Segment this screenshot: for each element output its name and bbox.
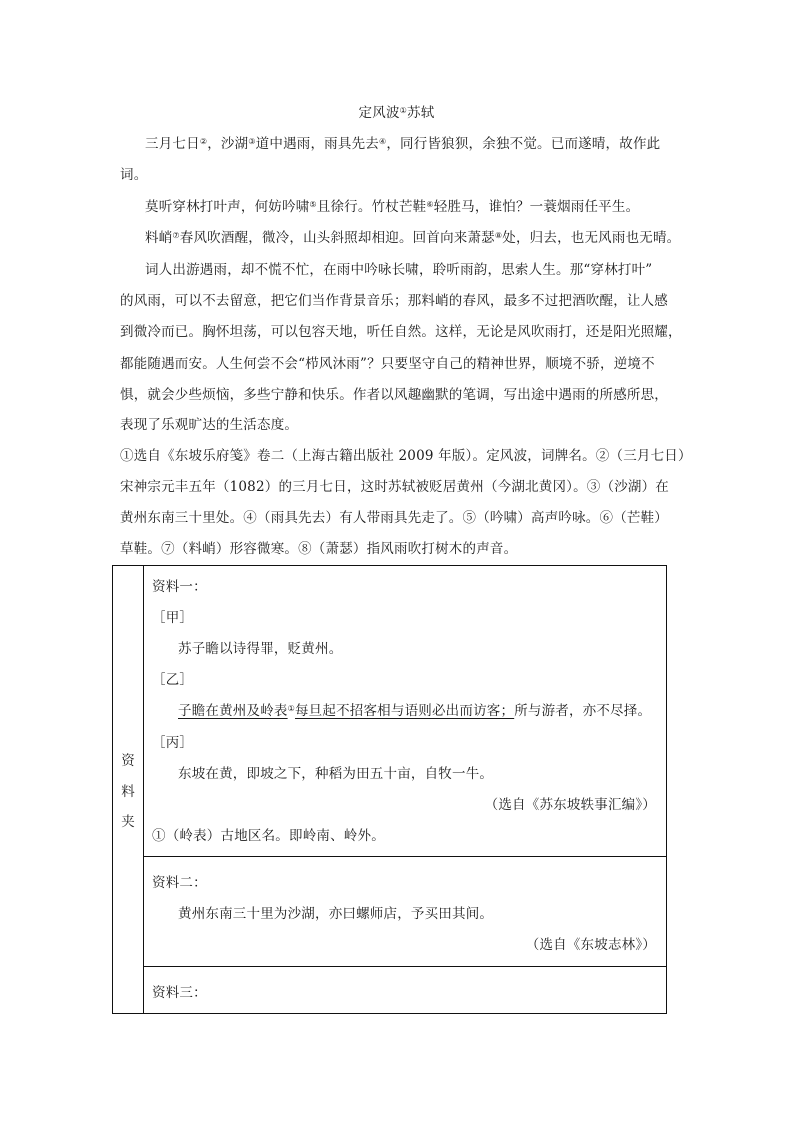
- title-note-marker: ①: [399, 106, 408, 115]
- side-label-column: [113, 566, 144, 1013]
- row-divider: [144, 856, 666, 857]
- material2-heading: 资料二：: [152, 875, 207, 891]
- material1-footnote: ①（岭表）古地区名。即岭南、岭外。: [152, 828, 385, 844]
- commentary-line: 的风雨，可以不去留意，把它们当作背景音乐；那料峭的春风，最多不过把酒吹醒，让人感: [120, 293, 668, 309]
- side-label-char: 资: [121, 753, 135, 769]
- note-marker: ⑤: [309, 200, 317, 209]
- footnote-line: 宋神宗元丰五年（1082）的三月七日，这时苏轼被贬居黄州（今湖北黄冈）。③（沙湖）在: [120, 479, 670, 495]
- note-marker: ⑥: [426, 200, 434, 209]
- yi-rest-text: 所与游者，亦不尽择。: [514, 703, 652, 719]
- side-label-char: 夹: [121, 814, 135, 830]
- material1-bing-label: ［丙］: [152, 735, 194, 751]
- material3-heading: 资料三：: [152, 985, 207, 1001]
- note-marker: ①: [287, 704, 295, 713]
- preface-text: 道中遇雨，雨具先去: [255, 136, 379, 152]
- row-divider: [144, 966, 666, 967]
- commentary-line: 都能随遇而安。人生何尝不会“栉风沐雨”？只要坚守自己的精神世界，顺境不骄，逆境不: [120, 356, 655, 372]
- underlined-phrase: 子瞻在黄州及岭表: [178, 703, 288, 719]
- note-marker: ②: [199, 137, 208, 146]
- stanza-text: 轻胜马，谁怕？一蓑烟雨任平生。: [433, 199, 640, 215]
- title-text: 定风波: [358, 105, 400, 121]
- stanza-text: 料峭: [145, 230, 173, 246]
- commentary-line: 到微冷而已。胸怀坦荡，可以包容天地，听任自然。这样，无论是风吹雨打，还是阳光照耀，: [120, 324, 682, 340]
- note-marker: ③: [248, 137, 256, 146]
- preface-text: ，同行皆狼狈，余独不觉。已而遂晴，故作此: [386, 136, 661, 152]
- footnote-line: ①选自《东坡乐府笺》卷二（上海古籍出版社 2009 年版）。定风波，词牌名。②（三月七日）: [120, 448, 692, 464]
- preface-text: ，沙湖: [207, 136, 249, 152]
- note-marker: ④: [378, 137, 387, 146]
- author-name: 苏轼: [407, 105, 435, 121]
- footnote-line: 草鞋。⑦（料峭）形容微寒。⑧（萧瑟）指风雨吹打树木的声音。: [120, 541, 518, 557]
- note-marker: ⑦: [172, 231, 180, 240]
- stanza-text: 且徐行。竹杖芒鞋: [316, 199, 427, 215]
- preface-line-2: 词。: [120, 167, 148, 183]
- commentary-line: 词人出游遇雨，却不慌不忙，在雨中吟咏长啸，聆听雨韵，思索人生。那“穿林打叶”: [145, 262, 653, 278]
- material1-bing-text: 东坡在黄，即坡之下，种稻为田五十亩，自牧一牛。: [178, 766, 494, 782]
- commentary-line: 表现了乐观旷达的生活态度。: [120, 417, 299, 433]
- material1-heading: 资料一：: [152, 579, 207, 595]
- stanza-text: 春风吹酒醒，微冷，山头斜照却相迎。回首向来萧瑟: [179, 230, 495, 246]
- material1-yi-text: [178, 702, 651, 720]
- stanza-text: 处，归去，也无风雨也无晴。: [502, 230, 681, 246]
- footnote-line: 黄州东南三十里处。④（雨具先去）有人带雨具先走了。⑤（吟啸）高声吟咏。⑥（芒鞋）: [120, 510, 668, 526]
- material1-jia-text: 苏子瞻以诗得罪，贬黄州。: [178, 641, 343, 657]
- material1-yi-label: ［乙］: [152, 672, 194, 688]
- material1-jia-label: ［甲］: [152, 610, 194, 626]
- material2-text: 黄州东南三十里为沙湖，亦曰螺师店，予买田其间。: [178, 906, 494, 922]
- material1-source: （选自《苏东坡轶事汇编》）: [484, 797, 656, 813]
- stanza-1: [145, 198, 639, 216]
- stanza-2: [145, 229, 680, 247]
- stanza-text: 莫听穿林打叶声，何妨吟啸: [145, 199, 310, 215]
- commentary-line: 惧，就会少些烦恼，多些宁静和快乐。作者以风趣幽默的笔调，写出途中遇雨的所感所思，: [120, 387, 668, 403]
- preface-text: 三月七日: [145, 136, 200, 152]
- material2-source: （选自《东坡志林》）: [525, 937, 656, 953]
- side-label-char: 料: [121, 784, 135, 800]
- poem-title: [0, 104, 793, 122]
- underlined-phrase: 每旦起不招客相与语则必出而访客；: [294, 703, 515, 719]
- note-marker: ⑧: [494, 231, 503, 240]
- preface-line-1: [145, 135, 660, 153]
